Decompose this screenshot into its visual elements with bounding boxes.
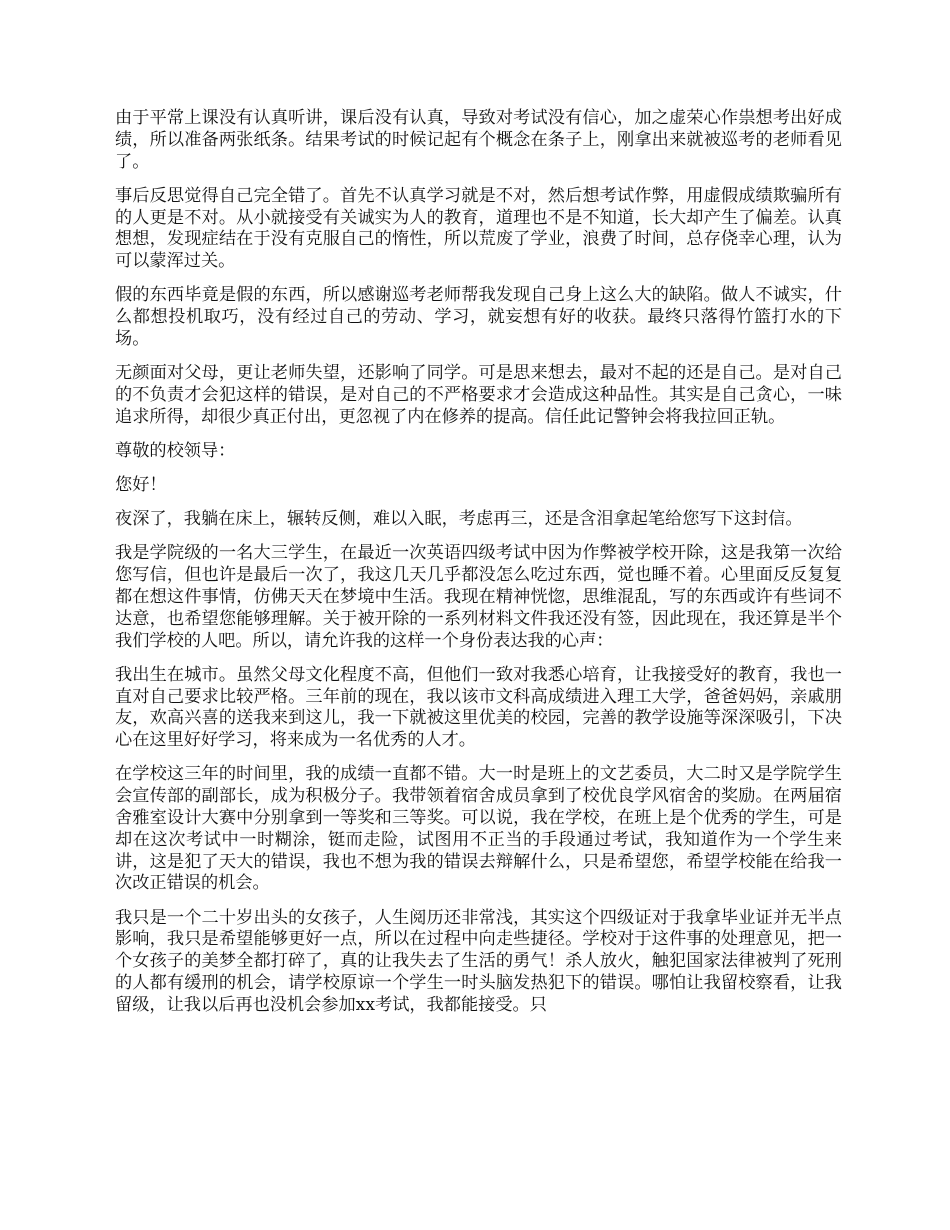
document-body bbox=[115, 108, 842, 1029]
salutation: 尊敬的校领导： bbox=[115, 440, 236, 461]
paragraph-11: 我只是一个二十岁出头的女孩子，人生阅历还非常浅，其实这个四级证对于我拿毕业证并无半点影响，我只是希望能够更好一点，所以在过程中向走些捷径。学校对于这件事的处理意见，把一个女孩子的美梦全都打碎了，真的让我失去了生活的勇气！杀人放火，触犯国家法律被判了死刑的人都有缓刑的机会，请学校原谅一个学生一时头脑发热犯下的错误。哪怕让我留校察看，让我留级，让我以后再也没机会参加xx考试，我都能接受。只 bbox=[115, 907, 842, 1015]
paragraph-3: 假的东西毕竟是假的东西，所以感谢巡考老师帮我发现自己身上这么大的缺陷。做人不诚实，什么都想投机取巧，没有经过自己的劳动、学习，就妄想有好的收获。最终只落得竹篮打水的下场。 bbox=[115, 285, 842, 349]
paragraph-7: 夜深了，我躺在床上，辗转反侧，难以入眠，考虑再三，还是含泪拿起笔给您写下这封信。 bbox=[115, 509, 803, 530]
paragraph-4: 无颜面对父母，更让老师失望，还影响了同学。可是思来想去，最对不起的还是自己。是对自己的不负责才会犯这样的错误，是对自己的不严格要求才会造成这种品性。其实是自己贪心，一味追求所得，却很少真正付出，更忽视了内在修养的提高。信任此记警钟会将我拉回正轨。 bbox=[115, 363, 842, 427]
paragraph-1: 由于平常上课没有认真听讲，课后没有认真，导致对考试没有信心，加之虚荣心作祟想考出好成绩，所以准备两张纸条。结果考试的时候记起有个概念在条子上，刚拿出来就被巡考的老师看见了。 bbox=[115, 108, 842, 172]
paragraph-10: 在学校这三年的时间里，我的成绩一直都不错。大一时是班上的文艺委员，大二时又是学院学生会宣传部的副部长，成为积极分子。我带领着宿舍成员拿到了校优良学风宿舍的奖励。在两届宿舍雅室设计大赛中分别拿到一等奖和三等奖。可以说，我在学校，在班上是个优秀的学生，可是却在这次考试中一时糊涂，铤而走险，试图用不正当的手段通过考试，我知道作为一个学生来讲，这是犯了天大的错误，我也不想为我的错误去辩解什么，只是希望您，希望学校能在给我一次改正错误的机会。 bbox=[115, 764, 842, 894]
greeting: 您好！ bbox=[115, 475, 167, 496]
paragraph-8: 我是学院级的一名大三学生，在最近一次英语四级考试中因为作弊被学校开除，这是我第一次给您写信，但也许是最后一次了，我这几天几乎都没怎么吃过东西，觉也睡不着。心里面反反复复都在想这件事情，仿佛天天在梦境中生活。我现在精神恍惚，思维混乱，写的东西或许有些词不达意，也希望您能够理解。关于被开除的一系列材料文件我还没有签，因此现在，我还算是半个我们学校的人吧。所以，请允许我的这样一个身份表达我的心声： bbox=[115, 543, 842, 651]
paragraph-2: 事后反思觉得自己完全错了。首先不认真学习就是不对，然后想考试作弊，用虚假成绩欺骗所有的人更是不对。从小就接受有关诚实为人的教育，道理也不是不知道，长大却产生了偏差。认真想想，发现症结在于没有克服自己的惰性，所以荒废了学业，浪费了时间，总存侥幸心理，认为可以蒙浑过关。 bbox=[115, 185, 842, 272]
paragraph-9: 我出生在城市。虽然父母文化程度不高，但他们一致对我悉心培育，让我接受好的教育，我也一直对自己要求比较严格。三年前的现在，我以该市文科高成绩进入理工大学，爸爸妈妈，亲戚朋友，欢高兴喜的送我来到这儿，我一下就被这里优美的校园，完善的教学设施等深深吸引，下决心在这里好好学习，将来成为一名优秀的人才。 bbox=[115, 664, 842, 751]
